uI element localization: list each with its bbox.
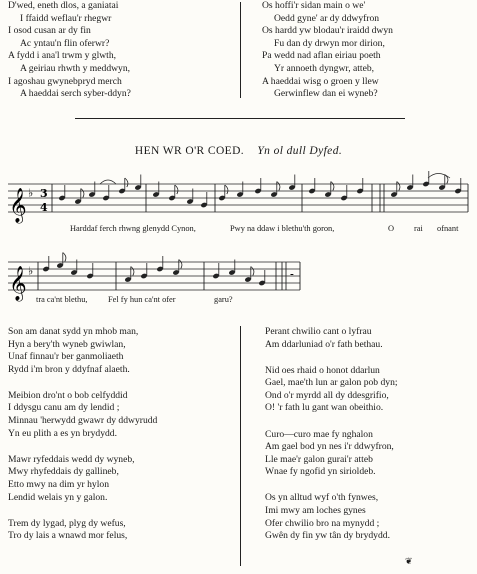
section-rule	[75, 118, 405, 119]
stanza-line: Tro dy lais a wnawd mor felus,	[8, 530, 128, 542]
verse-line: Os hardd yw blodau'r iraidd dwyn	[262, 25, 393, 37]
slur	[428, 174, 450, 179]
verse-line: I osod cusan ar dy fin	[8, 25, 91, 37]
stanza-line: Am gael bod yn nes i'r ddwyfron,	[265, 441, 394, 453]
bottom-left-verses	[8, 326, 157, 556]
stanza-line: Perant chwilio cant o lyfrau	[265, 326, 372, 337]
verse-line: Yr annoeth dyngwr, atteb,	[274, 62, 375, 74]
note-flag	[131, 267, 134, 276]
song-subtitle: Yn ol dull Dyfed.	[257, 145, 343, 157]
note-flag	[397, 182, 400, 191]
printer-ornament: ❦	[405, 556, 413, 566]
stanza-line: Curo—curo mae fy nghalon	[265, 428, 373, 440]
note-flag	[277, 182, 280, 191]
lyric-1c: O	[388, 224, 395, 233]
time-signature-bottom: 4	[40, 201, 48, 214]
stanza-line: O! 'r fath lu gant wan obeithio.	[265, 402, 384, 414]
stanza-line: Os yn alltud wyf o'th fynwes,	[265, 492, 379, 504]
stanza-line: Unaf finnau'r ber ganmoliaeth	[8, 351, 124, 363]
note-flag	[125, 178, 128, 187]
stanza-line: Mawr ryfeddais wedd dy wyneb,	[8, 453, 135, 465]
slur	[100, 180, 116, 184]
lyric-1a: Harddaf ferch rhwng glenydd Cynon,	[70, 224, 196, 233]
column-divider-bottom	[240, 326, 241, 566]
verse-line: Fu dan dy drwyn mor dirion,	[274, 37, 385, 49]
lyric-2b: Fel fy hun ca'nt ofer	[108, 295, 176, 304]
stanza	[265, 492, 398, 542]
lyric-2c: garu?	[214, 295, 233, 304]
treble-clef-icon: 𝄞	[9, 188, 27, 223]
stanza-line: Rydd i'm bron y ddyfnaf alaeth.	[8, 363, 130, 375]
verse-line: I ffaidd weflau'r rhegwr	[20, 12, 112, 24]
stanza	[265, 429, 398, 479]
stanza	[8, 454, 157, 504]
verse-line: Gerwinflew dan ei wyneb?	[274, 88, 378, 100]
note-flag	[81, 189, 84, 198]
lyric-1e: ofnant	[437, 224, 459, 233]
flat-icon: ♭	[28, 264, 34, 278]
song-heading	[0, 145, 477, 157]
music-staff-1	[0, 168, 477, 228]
verse-line: D'wed, eneth dlos, a ganiatai	[8, 0, 119, 11]
note-flag	[331, 182, 334, 191]
stanza-line: Gael, mae'th lun ar galon pob dyn;	[265, 377, 398, 389]
verse-line: A fydd i ana'l trwm y glwth,	[8, 50, 117, 62]
column-divider-top	[240, 2, 241, 98]
stanza-line: Ond o'r myrdd all dy ddesgrifio,	[265, 389, 389, 401]
verse-line: Ac yntau'n flin oferwr?	[20, 37, 110, 49]
bottom-right-verses	[265, 326, 398, 556]
stanza-line: Lendid welais yn y galon.	[8, 491, 108, 503]
stanza-line: Am ddarluniad o'r fath bethau.	[265, 338, 383, 350]
stanza	[8, 518, 157, 543]
stanza-line: Son am danat sydd yn mhob man,	[8, 326, 139, 337]
stanza	[8, 390, 157, 440]
stanza-line: Ofer chwilio bro na mynydd ;	[265, 517, 380, 529]
stanza-line: Lle mae'r galon gurai'r atteb	[265, 453, 373, 465]
verse-line: I agoshau gwynebpryd merch	[8, 75, 122, 87]
stanza-line: Minnau 'herwydd gwawr dy ddwyrudd	[8, 415, 158, 427]
stanza-line: Gwên dy fin yw tân dy brydydd.	[265, 530, 390, 542]
stanza-line: Meibion dro'nt o bob celfyddid	[8, 389, 128, 401]
stanza-line: Wnae fy ngofid yn sirioldeb.	[265, 466, 376, 478]
stanza-line: Trem dy lygad, plyg dy wefus,	[8, 517, 126, 529]
verse-line: Os hoffi'r sidan main o we'	[262, 0, 366, 11]
stanza	[8, 326, 157, 376]
lyric-1b: Pwy na ddaw i blethu'th goron,	[230, 224, 335, 233]
top-right-verse	[262, 0, 393, 101]
stanza-line: Imi mwy am loches gynes	[265, 505, 366, 517]
verse-line: A haeddai wisg o groen y llew	[262, 75, 379, 87]
top-left-verse	[8, 0, 131, 101]
lyric-1d: rai	[414, 224, 423, 233]
note-flag	[63, 253, 66, 262]
time-signature-top: 3	[40, 187, 48, 200]
stanza-line: Etto mwy na dim yr hylon	[8, 478, 109, 490]
song-title: HEN WR O'R COED.	[134, 145, 245, 157]
verse-line: Oedd gyne' ar dy ddwyfron	[274, 12, 380, 24]
stanza-line: Mwy rhyfeddais dy gallineb,	[8, 466, 119, 478]
note-flag	[225, 185, 228, 194]
rest-icon: 𝄻	[290, 272, 294, 283]
treble-clef-icon: 𝄞	[9, 266, 27, 301]
stanza-line: Nid oes rhaid o honot ddarlun	[265, 364, 380, 376]
note-flag	[179, 260, 182, 269]
stanza-line: Yn eu plith a es yn brydydd.	[8, 427, 117, 439]
stanza	[265, 365, 398, 415]
stanza-line: Hyn a bery'th wyneb gwiwlan,	[8, 338, 126, 350]
verse-line: Pa wedd nad aflan eiriau poeth	[262, 50, 381, 62]
flat-icon: ♭	[28, 186, 34, 200]
stanza	[265, 326, 398, 351]
note-flag	[175, 185, 178, 194]
verse-line: A haeddai serch syber-ddyn?	[20, 88, 131, 100]
verse-line: A geiriau rhwth y meddwyn,	[20, 62, 131, 74]
stanza-line: I ddysgu canu am dy lendid ;	[8, 402, 120, 414]
note-flag	[251, 267, 254, 276]
lyric-2a: tra ca'nt blethu,	[36, 295, 88, 304]
